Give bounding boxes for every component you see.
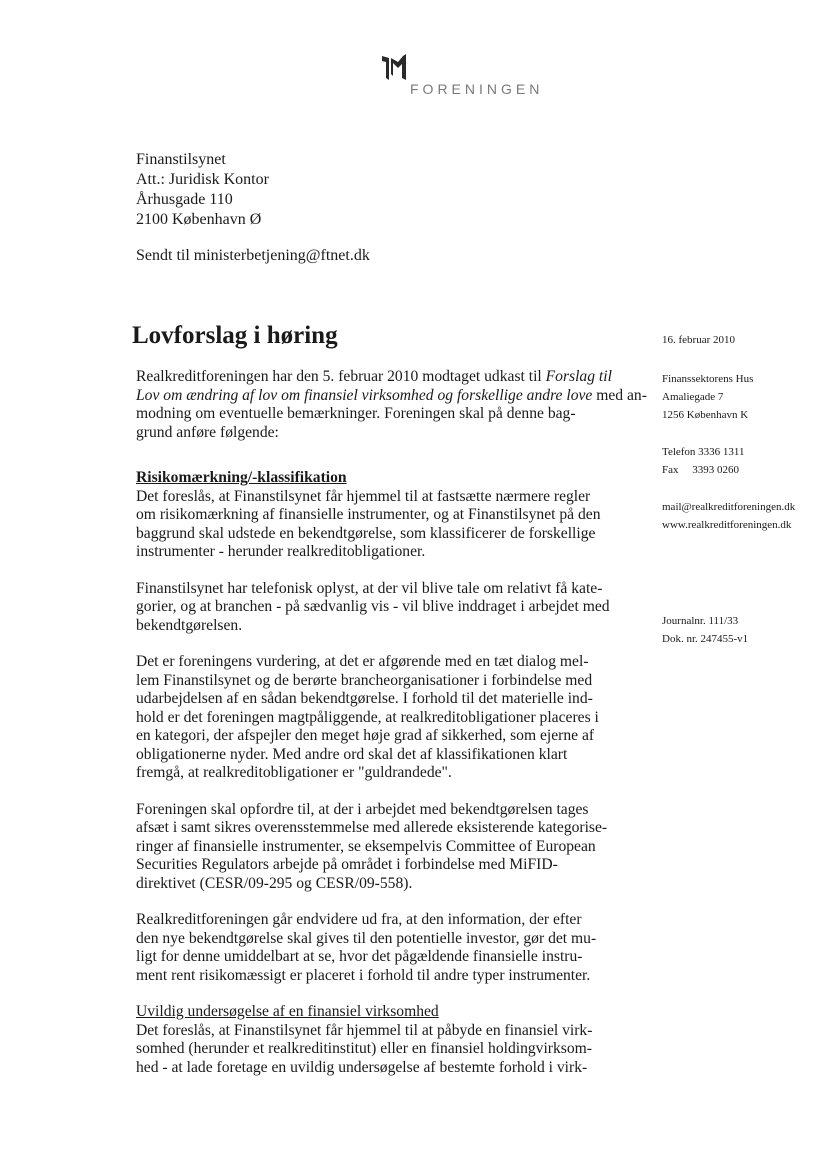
text-line: ment rent risikomæssigt er placeret i forhold til andre typer instrumenter. (136, 966, 591, 984)
text-line: Det foreslås, at Finanstilsynet får hjemmel til at påbyde en finansiel virk- (136, 1021, 593, 1039)
text-line: gorier, og at branchen - på sædvanlig vis - vil blive inddraget i arbejdet med (136, 598, 610, 615)
text-line: om risikomærkning af finansielle instrumenter, og at Finanstilsynet på den (136, 506, 601, 523)
sidebar-contact (662, 443, 745, 479)
recipient-line: Att.: Juridisk Kontor (136, 171, 269, 188)
intro-text: Realkreditforeningen har den 5. februar 2010 modtaget udkast til (136, 368, 546, 385)
page-title: Lovforslag i høring (132, 322, 338, 349)
intro-text: grund anføre følgende: (136, 423, 279, 441)
text-line: Det er foreningens vurdering, at det er afgørende med en tæt dialog mel- (136, 653, 589, 670)
text-line: obligationerne nyder. Med andre ord skal det af klassifikationen klart (136, 745, 568, 763)
sidebar-date (662, 331, 735, 349)
bill-title: Lov om ændring af lov om finansiel virksomhed og forskellige andre love (136, 386, 593, 404)
recipient-line: Århusgade 110 (136, 191, 233, 208)
text-line: hed - at lade foretage en uvildig undersøgelse af bestemte forhold i virk- (136, 1058, 588, 1076)
sidebar-sender-address (662, 370, 753, 424)
text-line: Securities Regulators arbejde på området i forbindelse med MiFID- (136, 856, 558, 873)
text-line: ringer af finansielle instrumenter, se eksempelvis Committee of European (136, 837, 596, 855)
text-line: bekendtgørelsen. (136, 616, 243, 634)
sidebar-web (662, 498, 795, 534)
section-heading: Uvildig undersøgelse af en finansiel virksomhed (136, 1003, 439, 1020)
text-line: direktivet (CESR/09-295 og CESR/09-558). (136, 874, 413, 892)
sender-address-line: Amaliegade 7 (662, 391, 724, 403)
sender-address-line: Finanssektorens Hus (662, 373, 754, 385)
logo-text: FORENINGEN (410, 81, 544, 97)
text-line: Det foreslås, at Finanstilsynet får hjemmel til at fastsætte nærmere regler (136, 487, 591, 505)
text-line: Finanstilsynet har telefonisk oplyst, at der vil blive tale om relativt få kate- (136, 579, 603, 597)
journal-number: Journalnr. 111/33 (662, 615, 739, 627)
letter-date: 16. februar 2010 (662, 334, 736, 346)
text-line: ligt for denne umiddelbart at se, hvor det pågældende finansielle instru- (136, 948, 583, 965)
sender-website: www.realkreditforeningen.dk (662, 519, 792, 531)
body-paragraph (136, 653, 626, 783)
text-line: afsæt i samt sikres overensstemmelse med allerede eksisterende kategorise- (136, 819, 608, 836)
body-paragraph (136, 801, 626, 894)
bill-title: Forslag til (545, 368, 612, 385)
body-paragraph (136, 580, 626, 636)
recipient-line: 2100 København Ø (136, 211, 262, 228)
sender-phone: Telefon 3336 1311 (662, 446, 745, 458)
logo-mark-icon (380, 52, 408, 82)
text-line: fremgå, at realkreditobligationer er "guldrandede". (136, 764, 452, 781)
intro-text: modning om eventuelle bemærkninger. Foreningen skal på denne bag- (136, 405, 576, 422)
text-line: lem Finanstilsynet og de berørte brancheorganisationer i forbindelse med (136, 671, 593, 689)
text-line: den nye bekendtgørelse skal gives til den potentielle investor, gør det mu- (136, 929, 597, 947)
recipient-line: Finanstilsynet (136, 151, 226, 168)
letter-body (136, 368, 647, 1095)
sender-address-line: 1256 København K (662, 409, 749, 421)
body-paragraph (136, 911, 626, 985)
text-line: instrumenter - herunder realkreditobligationer. (136, 543, 426, 560)
body-paragraph (136, 488, 626, 562)
text-line: baggrund skal udstede en bekendtgørelse, som klassificerer de forskellige (136, 524, 596, 542)
sender-email: mail@realkreditforeningen.dk (662, 501, 796, 513)
text-line: Realkreditforeningen går endvidere ud fra, at den information, der efter (136, 911, 582, 928)
text-line: udarbejdelsen af en sådan bekendtgørelse. I forhold til det materielle ind- (136, 690, 593, 707)
text-line: hold er det foreningen magtpåliggende, at realkreditobligationer placeres i (136, 708, 599, 726)
sent-to-line: Sendt til ministerbetjening@ftnet.dk (136, 247, 370, 264)
document-number: Dok. nr. 247455-v1 (662, 633, 749, 645)
recipient-address (136, 150, 269, 230)
sender-fax: Fax 3393 0260 (662, 464, 739, 476)
sidebar-journal (662, 612, 748, 648)
section-heading: Risikomærkning/-klassifikation (136, 469, 347, 486)
intro-paragraph (136, 368, 647, 442)
intro-text: med an- (592, 386, 647, 404)
text-line: somhed (herunder et realkreditinstitut) eller en finansiel holdingvirksom- (136, 1040, 592, 1057)
text-line: en kategori, der afspejler den meget høje grad af sikkerhed, som ejerne af (136, 727, 595, 744)
text-line: Foreningen skal opfordre til, at der i arbejdet med bekendtgørelsen tages (136, 800, 589, 818)
body-paragraph (136, 1022, 626, 1078)
